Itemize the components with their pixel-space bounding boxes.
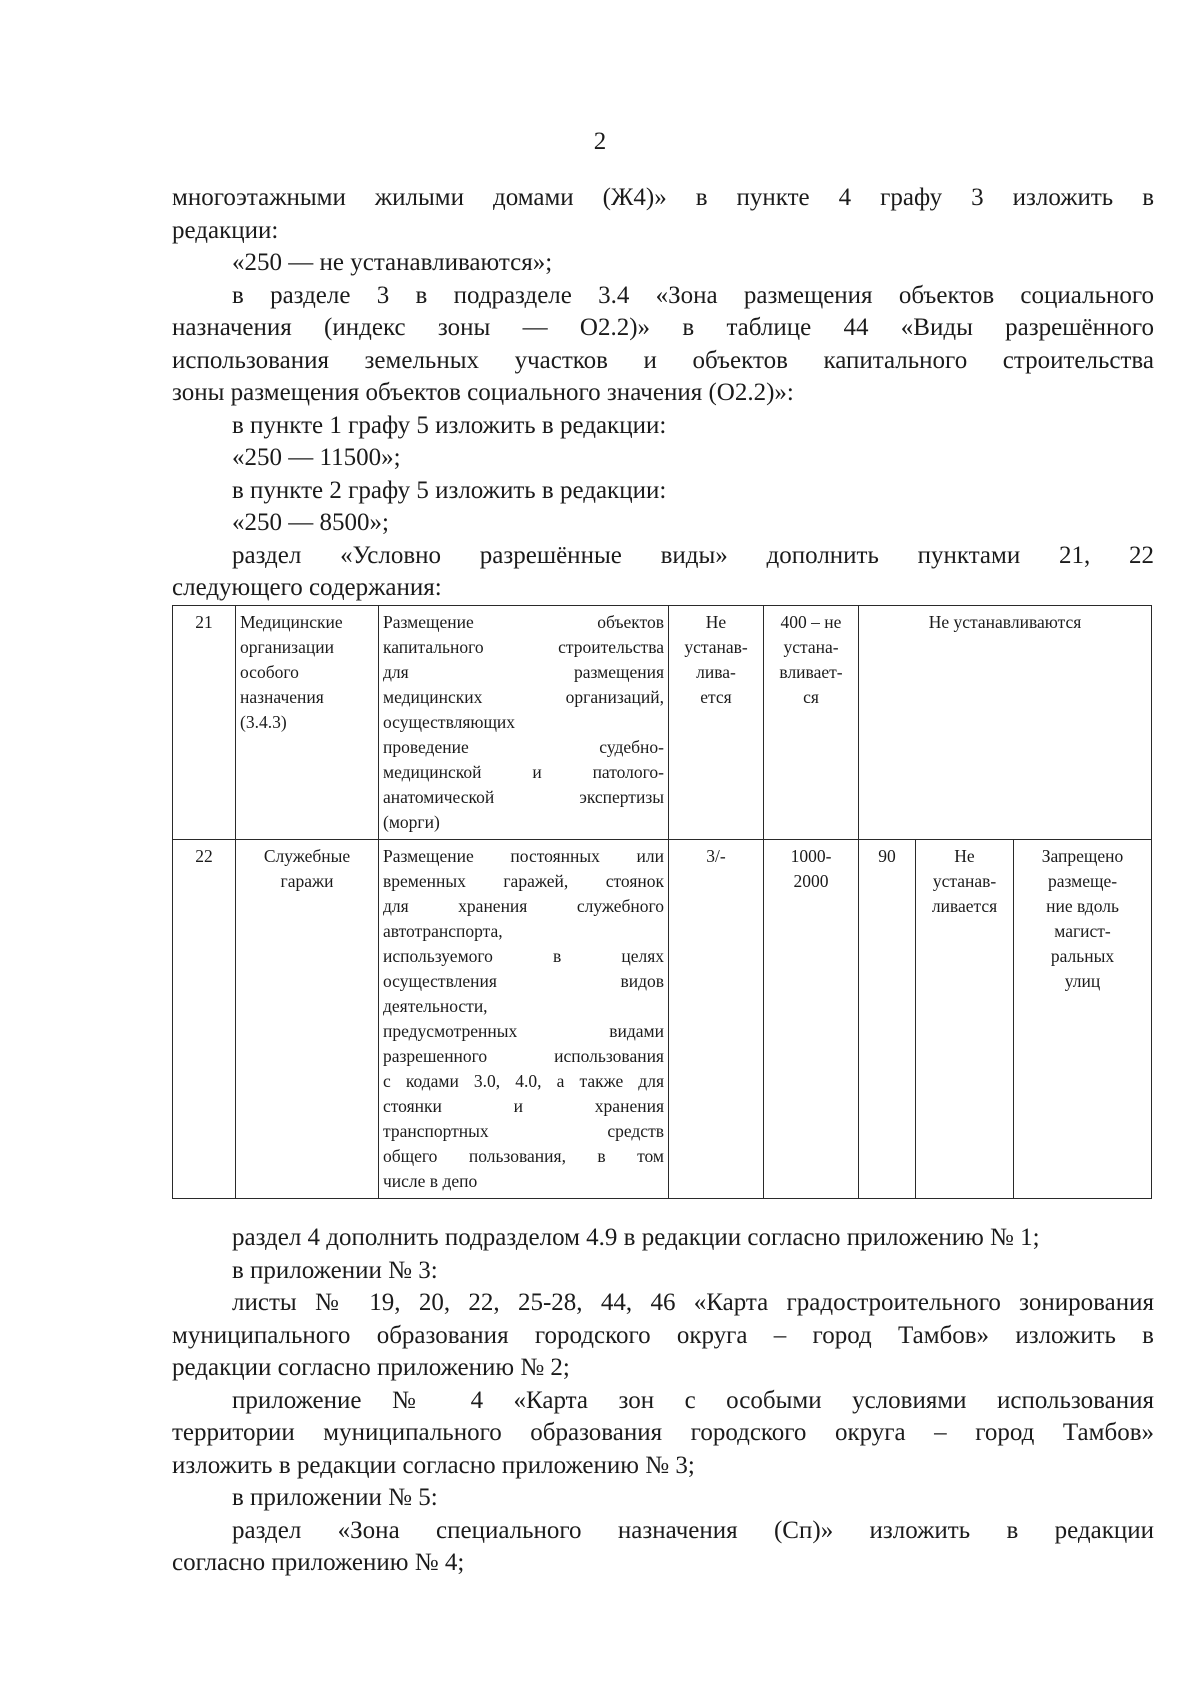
param-cell: 3/-: [669, 840, 764, 1199]
outro-text: [172, 1222, 1154, 1580]
use-description-cell: Размещение постоянных или временных гаражей, стоянок для хранения служебного автотранспорта, используемого в целях осуществления видов деятельности, предусмотренных видами разрешенного использования с кодами 3.0, 4.0, а также для стоянки и хранения транспортных средств общего пользования, в том числе в депо: [379, 840, 669, 1199]
text-line: редакции согласно приложению № 2;: [172, 1354, 570, 1381]
text-line: следующего содержания:: [172, 574, 442, 601]
text-line: использования земельных участков и объектов капитального строительства: [172, 346, 1154, 374]
row-number: 21: [173, 606, 236, 840]
intro-text: [172, 182, 1154, 605]
table-row: [173, 606, 1152, 840]
use-name-cell: Служебные гаражи: [236, 840, 379, 1199]
land-use-table: [172, 605, 1152, 1199]
text-line: в пункте 2 графу 5 изложить в редакции:: [232, 476, 667, 504]
row-number: 22: [173, 840, 236, 1199]
text-line: в разделе 3 в подразделе 3.4 «Зона размещения объектов социального: [232, 281, 1154, 309]
text-line: территории муниципального образования городского округа – город Тамбов»: [172, 1419, 1154, 1446]
area-cell: 400 – не устана- вливает- ся: [764, 606, 859, 840]
text-line: согласно приложению № 4;: [172, 1549, 465, 1576]
merged-cell: Не устанавливаются: [859, 606, 1152, 840]
text-line: «250 — не устанавливаются»;: [232, 249, 553, 276]
param-cell: Не устанав- лива- ется: [669, 606, 764, 840]
percent-cell: 90: [859, 840, 916, 1199]
text-line: многоэтажными жилыми домами (Ж4)» в пункте 4 графу 3 изложить в: [172, 184, 1154, 211]
text-line: приложение № 4 «Карта зон с особыми условиями использования: [232, 1386, 1154, 1414]
page-number: 2: [593, 128, 607, 155]
use-description-cell: Размещение объектов капитального строительства для размещения медицинских организаций, осуществляющих проведение судебно- медицинской и патолого- анатомической экспертизы (морги): [379, 606, 669, 840]
area-cell: 1000- 2000: [764, 840, 859, 1199]
text-line: «250 — 11500»;: [232, 444, 401, 471]
text-line: зоны размещения объектов социального значения (О2.2)»:: [172, 379, 794, 406]
text-line: редакции:: [172, 216, 279, 244]
text-line: листы № 19, 20, 22, 25-28, 44, 46 «Карта градостроительного зонирования: [232, 1289, 1154, 1316]
text-line: изложить в редакции согласно приложению № 3;: [172, 1451, 695, 1479]
text-line: назначения (индекс зоны — О2.2)» в таблице 44 «Виды разрешённого: [172, 314, 1154, 341]
text-line: в приложении № 3:: [232, 1256, 438, 1284]
text-line: «250 — 8500»;: [232, 509, 389, 536]
text-line: раздел «Зона специального назначения (Сп)» изложить в редакции: [232, 1516, 1154, 1544]
text-line: в пункте 1 графу 5 изложить в редакции:: [232, 411, 667, 439]
text-line: в приложении № 5:: [232, 1484, 438, 1511]
text-line: муниципального образования городского округа – город Тамбов» изложить в: [172, 1321, 1154, 1349]
limit-cell: Не устанав- ливается: [916, 840, 1014, 1199]
text-line: раздел 4 дополнить подразделом 4.9 в редакции согласно приложению № 1;: [232, 1224, 1040, 1251]
text-line: раздел «Условно разрешённые виды» дополнить пунктами 21, 22: [232, 541, 1154, 569]
table-row: [173, 840, 1152, 1199]
use-name-cell: Медицинские организации особого назначения (3.4.3): [236, 606, 379, 840]
restriction-cell: Запрещено размеще- ние вдоль магист- ральных улиц: [1014, 840, 1152, 1199]
